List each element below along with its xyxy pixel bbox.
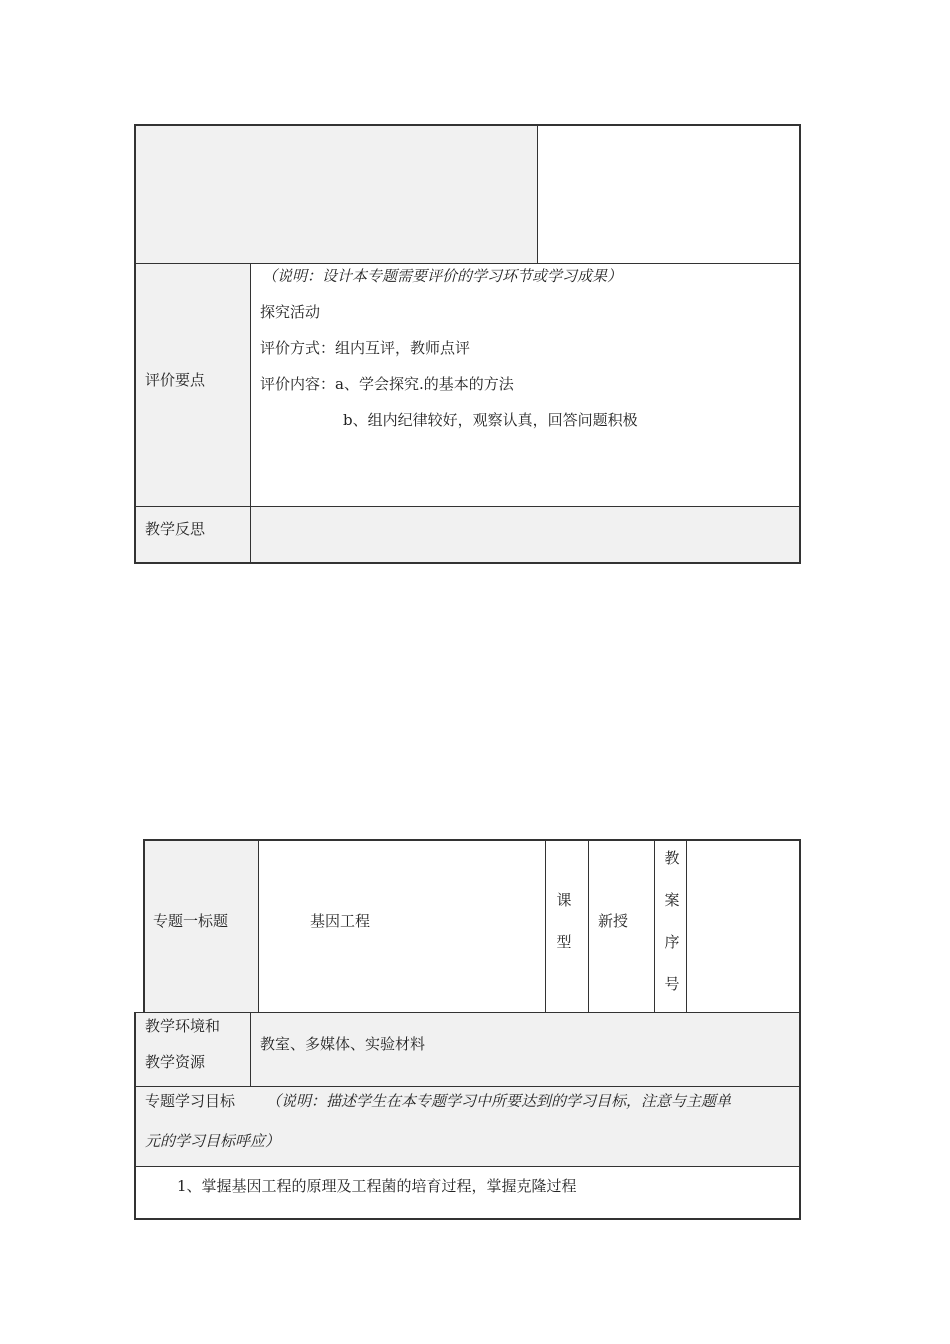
- lesson-no-char: 案: [664, 891, 680, 909]
- eval-content-a: 评价内容：a、学会探究.的基本的方法: [260, 375, 514, 393]
- goal-note-line1: （说明：描述学生在本专题学习中所要达到的学习目标，注意与主题单: [266, 1092, 732, 1110]
- course-type-value: 新授: [598, 912, 629, 930]
- reflection-label: 教学反思: [145, 520, 206, 538]
- lesson-no-char: 号: [664, 975, 680, 993]
- env-label-line2: 教学资源: [145, 1053, 206, 1071]
- course-type-char: 课: [556, 891, 572, 909]
- eval-label: 评价要点: [145, 371, 206, 389]
- eval-note: （说明：设计本专题需要评价的学习环节或学习成果）: [262, 267, 623, 285]
- eval-method: 评价方式：组内互评，教师点评: [260, 339, 471, 357]
- env-label-line1: 教学环境和: [145, 1017, 221, 1035]
- eval-activity: 探究活动: [260, 303, 321, 321]
- goal-item-1: 1、掌握基因工程的原理及工程菌的培育过程，掌握克隆过程: [177, 1177, 577, 1195]
- reflection-row: [135, 507, 800, 563]
- lesson-no-char: 教: [664, 849, 680, 867]
- course-type-char: 型: [556, 933, 572, 951]
- goal-note-line2: 元的学习目标呼应）: [145, 1132, 281, 1150]
- goal-label: 专题学习目标: [145, 1092, 236, 1110]
- top-left-cell: [135, 125, 538, 264]
- topic-label: 专题一标题: [153, 912, 229, 930]
- topic-value: 基因工程: [310, 912, 371, 930]
- env-value: 教室、多媒体、实验材料: [260, 1035, 426, 1053]
- lesson-no-char: 序: [664, 933, 680, 951]
- env-row: [135, 1013, 800, 1086]
- eval-content-b: b、组内纪律较好，观察认真，回答问题积极: [343, 411, 638, 429]
